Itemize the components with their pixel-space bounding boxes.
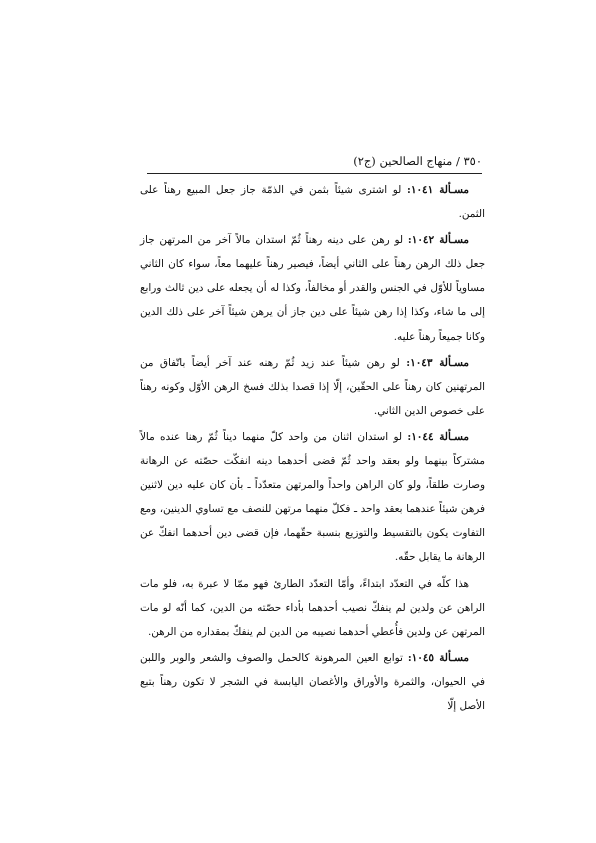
- paragraph-text: لو رهن شيئاً عند زيد ثُمّ رهنه عند آخر أيضاً باتّفاق من المرتهنين كان رهناً على الحقّين، إلّا إذا قصدا بذلك فسخ الرهن الأوّل وكونه رهناً على خصوص الدين الثاني.: [140, 356, 485, 417]
- paragraph-text: لو اشترى شيئاً بثمن في الذمّة جاز جعل المبيع رهناً على الثمن.: [140, 184, 485, 221]
- header-separator: /: [455, 154, 460, 168]
- paragraph-1043: [140, 351, 485, 423]
- page-body: [140, 178, 485, 718]
- issue-label: مسـألة ١٠٤١:: [407, 184, 469, 196]
- running-header: [147, 150, 482, 172]
- page-number: ٣٥٠: [463, 154, 482, 168]
- paragraph-continuation: [140, 572, 485, 644]
- paragraph-1045: [140, 646, 485, 718]
- issue-label: مسـألة ١٠٤٣:: [406, 356, 469, 369]
- paragraph-1041: [140, 178, 485, 226]
- paragraph-text: توابع العين المرهونة كالحمل والصوف والشعر والوبر واللبن في الحيوان، والثمرة والأوراق والأغصان اليابسة في الشجر لا تكون رهناً بتبع الأصل إلّا: [140, 651, 485, 712]
- header-rule: [147, 173, 482, 174]
- book-title: منهاج الصالحين (ج٢): [353, 154, 453, 168]
- paragraph-text: لو رهن على دينه رهناً ثُمّ استدان مالاً آخر من المرتهن جاز جعل ذلك الرهن رهناً على الثاني أيضاً، فيصير رهناً عليهما معاً، سواء كان الثاني مساوياً للأوّل في الجنس والقدر أو مخالفاً، وكذا له أن يجعله على دين ثالث ورابع إلى ما شاء، وكذا إذا رهن شيئاً على دين جاز أن يرهن شيئاً آخر على ذلك الدين وكانا جميعاً رهناً عليه.: [140, 234, 485, 343]
- paragraph-1044: [140, 425, 485, 570]
- paragraph-text: لو استدان اثنان من واحد كلّ منهما ديناً ثُمّ رهنا عنده مالاً مشتركاً بينهما ولو بعقد واحد ثُمّ قضى أحدهما دينه انفكّت حصّته عن الرهانة وصارت طلقاً، ولو كان الراهن واحداً والمرتهن متعدّداً ـ بأن كان عليه دين لاثنين فرهن شيئاً عندهما بعقد واحد ـ فكلّ منهما مرتهن للنصف مع تساوي الدينين، ومع التفاوت يكون بالتقسيط والتوزيع بنسبة حقّهما، فإن قضى دين أحدهما انفكّ عن الرهانة ما يقابل حقّه.: [140, 430, 485, 564]
- paragraph-1042: [140, 228, 485, 348]
- issue-label: مسـألة ١٠٤٥:: [407, 651, 469, 664]
- issue-label: مسـألة ١٠٤٤:: [407, 430, 469, 443]
- issue-label: مسـألة ١٠٤٢:: [407, 234, 469, 247]
- paragraph-text: هذا كلّه في التعدّد ابتداءً، وأمّا التعدّد الطارئ فهو ممّا لا عبرة به، فلو مات الراهن عن ولدين لم ينفكّ نصيب أحدهما بأداء حصّته من الدين، كما أنّه لو مات المرتهن عن ولدين فأُعطي أحدهما نصيبه من الدين لم ينفكّ بمقداره من الرهن.: [140, 577, 485, 638]
